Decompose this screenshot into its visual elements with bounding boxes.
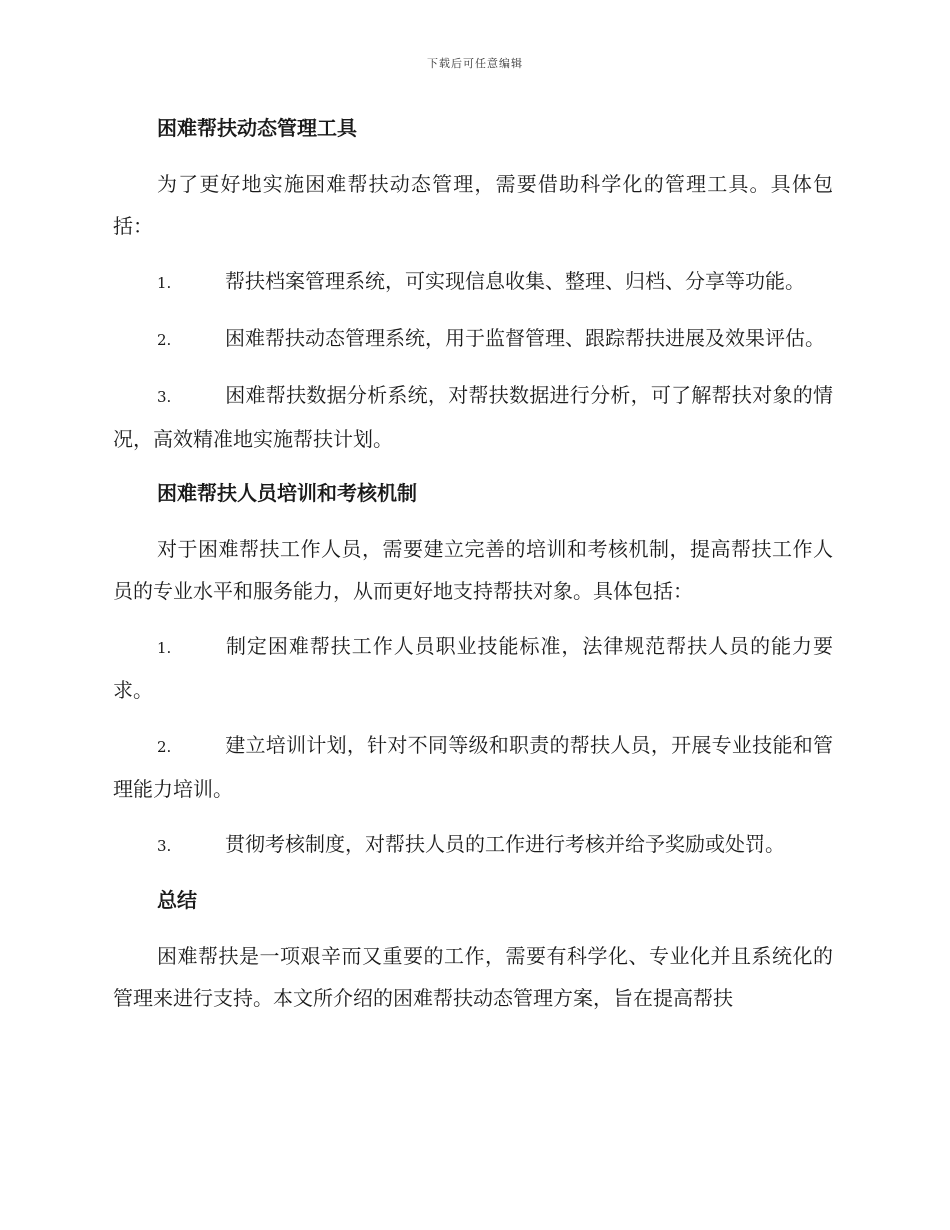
list-item-text: 帮扶档案管理系统，可实现信息收集、整理、归档、分享等功能。: [225, 269, 805, 293]
section-intro-training: 对于困难帮扶工作人员，需要建立完善的培训和考核机制，提高帮扶工作人员的专业水平和服务能力，从而更好地支持帮扶对象。具体包括：: [113, 537, 833, 603]
section-intro-summary: 困难帮扶是一项艰辛而又重要的工作，需要有科学化、专业化并且系统化的管理来进行支持。本文所介绍的困难帮扶动态管理方案，旨在提高帮扶: [113, 944, 833, 1010]
list-item: [113, 260, 833, 304]
list-item: [113, 374, 833, 460]
list-item-text: 困难帮扶数据分析系统，对帮扶数据进行分析，可了解帮扶对象的情况，高效精准地实施帮扶计划。: [113, 383, 833, 451]
list-item-text: 建立培训计划，针对不同等级和职责的帮扶人员，开展专业技能和管理能力培训。: [113, 733, 833, 801]
list-item-number: 1.: [157, 274, 172, 292]
document-body: [113, 108, 833, 1032]
list-item-number: 2.: [157, 738, 172, 756]
list-item-text: 贯彻考核制度，对帮扶人员的工作进行考核并给予奖励或处罚。: [225, 832, 785, 856]
section-heading-training: 困难帮扶人员培训和考核机制: [157, 481, 417, 505]
list-item: [113, 625, 833, 711]
list-item-number: 3.: [157, 388, 172, 406]
page-header: 下载后可任意编辑: [427, 57, 523, 70]
list-item-text: 困难帮扶动态管理系统，用于监督管理、跟踪帮扶进展及效果评估。: [225, 326, 825, 350]
list-item: [113, 823, 833, 867]
list-item-number: 1.: [157, 639, 172, 657]
section-heading-summary: 总结: [157, 888, 197, 912]
list-item-text: 制定困难帮扶工作人员职业技能标准，法律规范帮扶人员的能力要求。: [113, 634, 833, 702]
list-item-number: 3.: [157, 837, 172, 855]
list-item-number: 2.: [157, 331, 172, 349]
list-item: [113, 724, 833, 810]
section-heading-tools: 困难帮扶动态管理工具: [157, 116, 357, 140]
section-intro-tools: 为了更好地实施困难帮扶动态管理，需要借助科学化的管理工具。具体包括：: [113, 172, 833, 238]
list-item: [113, 317, 833, 361]
